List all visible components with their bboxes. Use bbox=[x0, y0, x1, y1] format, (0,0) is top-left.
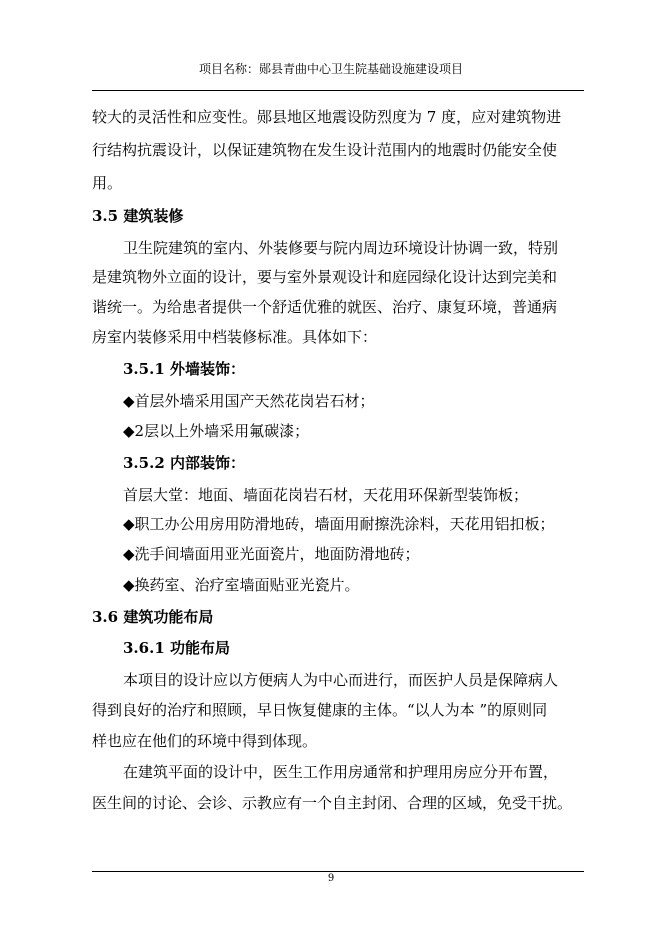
page-header-title: 项目名称：郧县青曲中心卫生院基础设施建设项目 bbox=[198, 62, 463, 76]
subsection-heading-3-5-1: 3.5.1 外墙装饰： bbox=[123, 360, 245, 378]
body-line: 得到良好的治疗和照顾，早日恢复健康的主体。“以人为本 ”的原则同 bbox=[92, 701, 548, 719]
body-line: 较大的灵活性和应变性。郧县地区地震设防烈度为 7 度，应对建筑物进 bbox=[92, 108, 562, 126]
body-line: 房室内装修采用中档装修标准。具体如下： bbox=[92, 328, 378, 346]
header-divider bbox=[92, 90, 584, 91]
page-number: 9 bbox=[327, 873, 335, 884]
body-line: 首层大堂：地面、墙面花岗岩石材，天花用环保新型装饰板； bbox=[123, 486, 529, 504]
subsection-heading-3-5-2: 3.5.2 内部装饰： bbox=[123, 454, 245, 472]
body-line: 行结构抗震设计，以保证建筑物在发生设计范围内的地震时仍能安全使 bbox=[92, 141, 558, 159]
body-line: 本项目的设计应以方便病人为中心而进行，而医护人员是保障病人 bbox=[123, 671, 559, 689]
body-line: 在建筑平面的设计中，医生工作用房通常和护理用房应分开布置， bbox=[123, 763, 559, 781]
list-item: ◆首层外墙采用国产天然花岗岩石材； bbox=[123, 392, 375, 410]
list-item: ◆洗手间墙面用亚光面瓷片，地面防滑地砖； bbox=[123, 545, 420, 563]
subsection-heading-3-6-1: 3.6.1 功能布局 bbox=[123, 639, 230, 657]
body-line: 谐统一。为给患者提供一个舒适优雅的就医、治疗、康复环境，普通病 bbox=[92, 298, 558, 316]
body-line: 样也应在他们的环境中得到体现。 bbox=[92, 732, 318, 750]
body-line: 卫生院建筑的室内、外装修要与院内周边环境设计协调一致，特别 bbox=[123, 239, 559, 257]
footer-divider bbox=[92, 871, 584, 872]
body-line: 是建筑物外立面的设计，要与室外景观设计和庭园绿化设计达到完美和 bbox=[92, 268, 558, 286]
section-heading-3-5: 3.5 建筑装修 bbox=[92, 207, 184, 225]
list-item: ◆职工办公用房用防滑地砖，墙面用耐擦洗涂料，天花用铝扣板； bbox=[123, 515, 555, 533]
section-heading-3-6: 3.6 建筑功能布局 bbox=[92, 608, 214, 626]
list-item: ◆换药室、治疗室墙面贴亚光瓷片。 bbox=[123, 576, 360, 594]
list-item: ◆2层以上外墙采用氟碳漆； bbox=[123, 422, 310, 440]
body-line: 医生间的讨论、会诊、示教应有一个自主封闭、合理的区域，免受干扰。 bbox=[92, 794, 573, 812]
body-line: 用。 bbox=[92, 174, 123, 192]
